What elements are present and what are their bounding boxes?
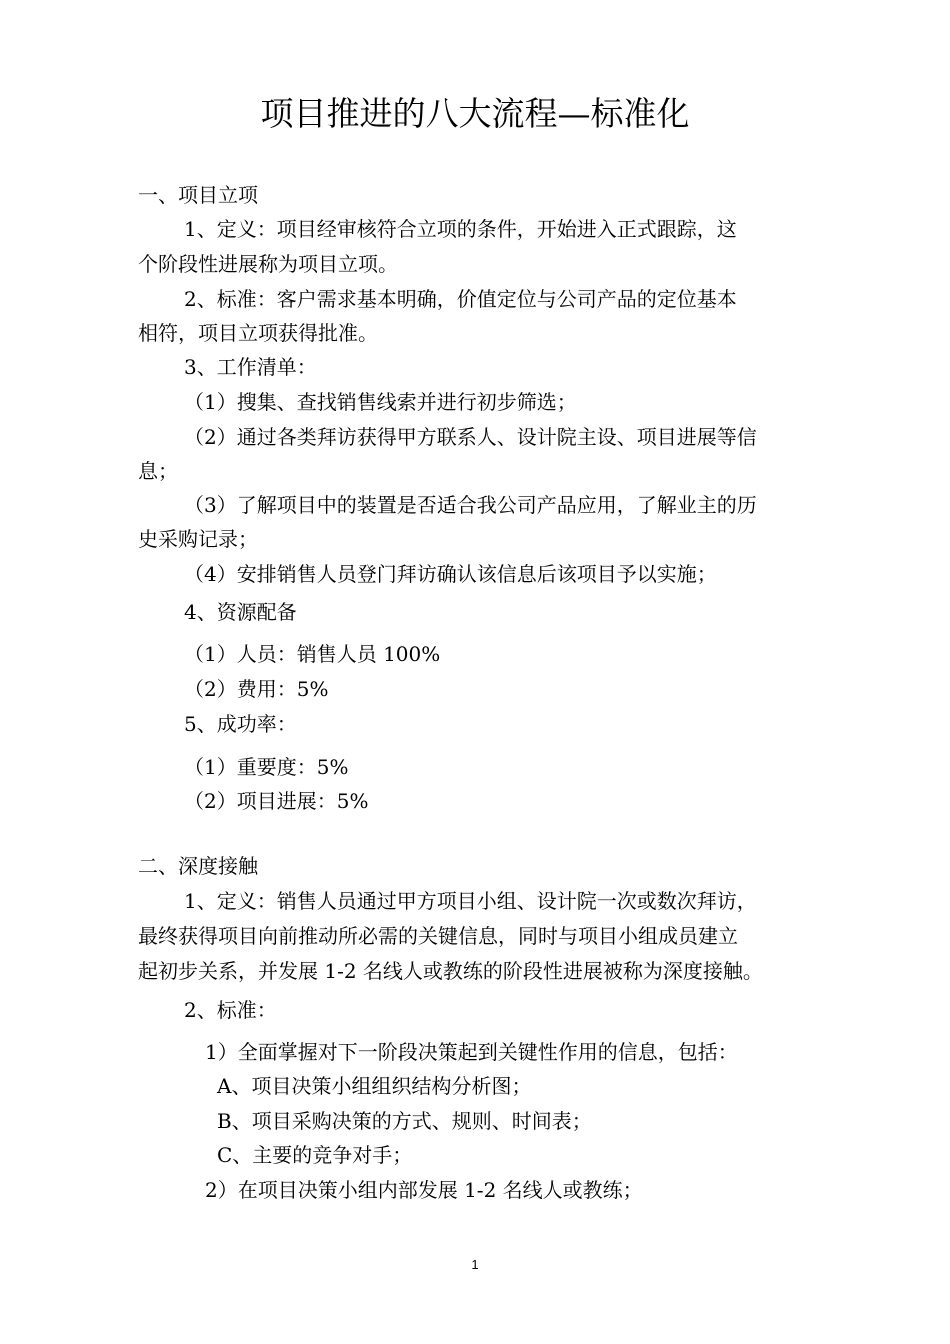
paragraph-line: 5、成功率： (184, 712, 297, 736)
section-heading-2: 二、深度接触 (138, 854, 258, 878)
list-item-continuation: 息； (138, 459, 178, 483)
list-item: （3）了解项目中的装置是否适合我公司产品应用，了解业主的历 (184, 493, 757, 517)
list-item-continuation: 史采购记录； (138, 527, 258, 551)
paragraph-line: 相符，项目立项获得批准。 (138, 321, 378, 345)
paragraph-line: 起初步关系，并发展 1-2 名线人或教练的阶段性进展被称为深度接触。 (138, 959, 763, 983)
list-item: （2）费用：5% (184, 677, 329, 701)
paragraph-line: 个阶段性进展称为项目立项。 (138, 252, 398, 276)
list-item: B、项目采购决策的方式、规则、时间表； (217, 1109, 592, 1133)
list-item: （1）重要度：5% (184, 755, 349, 779)
list-item: 2）在项目决策小组内部发展 1-2 名线人或教练； (205, 1178, 643, 1202)
paragraph-line: 3、工作清单： (184, 355, 317, 379)
paragraph-line: 4、资源配备 (184, 600, 297, 624)
list-item: （1）搜集、查找销售线索并进行初步筛选； (184, 390, 577, 414)
list-item: 1）全面掌握对下一阶段决策起到关键性作用的信息，包括： (205, 1040, 738, 1064)
list-item: （1）人员：销售人员 100% (184, 642, 441, 666)
list-item: （2）通过各类拜访获得甲方联系人、设计院主设、项目进展等信 (184, 425, 757, 449)
list-item: （2）项目进展：5% (184, 789, 369, 813)
document-title: 项目推进的八大流程—标准化 (260, 94, 690, 133)
paragraph-line: 2、标准： (184, 998, 277, 1022)
paragraph-line: 2、标准：客户需求基本明确，价值定位与公司产品的定位基本 (184, 287, 737, 311)
page-number: 1 (471, 1257, 479, 1272)
list-item: A、项目决策小组组织结构分析图； (217, 1074, 532, 1098)
section-heading-1: 一、项目立项 (138, 183, 258, 207)
list-item: C、主要的竞争对手； (217, 1143, 413, 1167)
list-item: （4）安排销售人员登门拜访确认该信息后该项目予以实施； (184, 562, 717, 586)
paragraph-line: 最终获得项目向前推动所必需的关键信息，同时与项目小组成员建立 (138, 924, 738, 948)
paragraph-line: 1、定义：销售人员通过甲方项目小组、设计院一次或数次拜访， (184, 889, 757, 913)
paragraph-line: 1、定义：项目经审核符合立项的条件，开始进入正式跟踪，这 (184, 217, 737, 241)
